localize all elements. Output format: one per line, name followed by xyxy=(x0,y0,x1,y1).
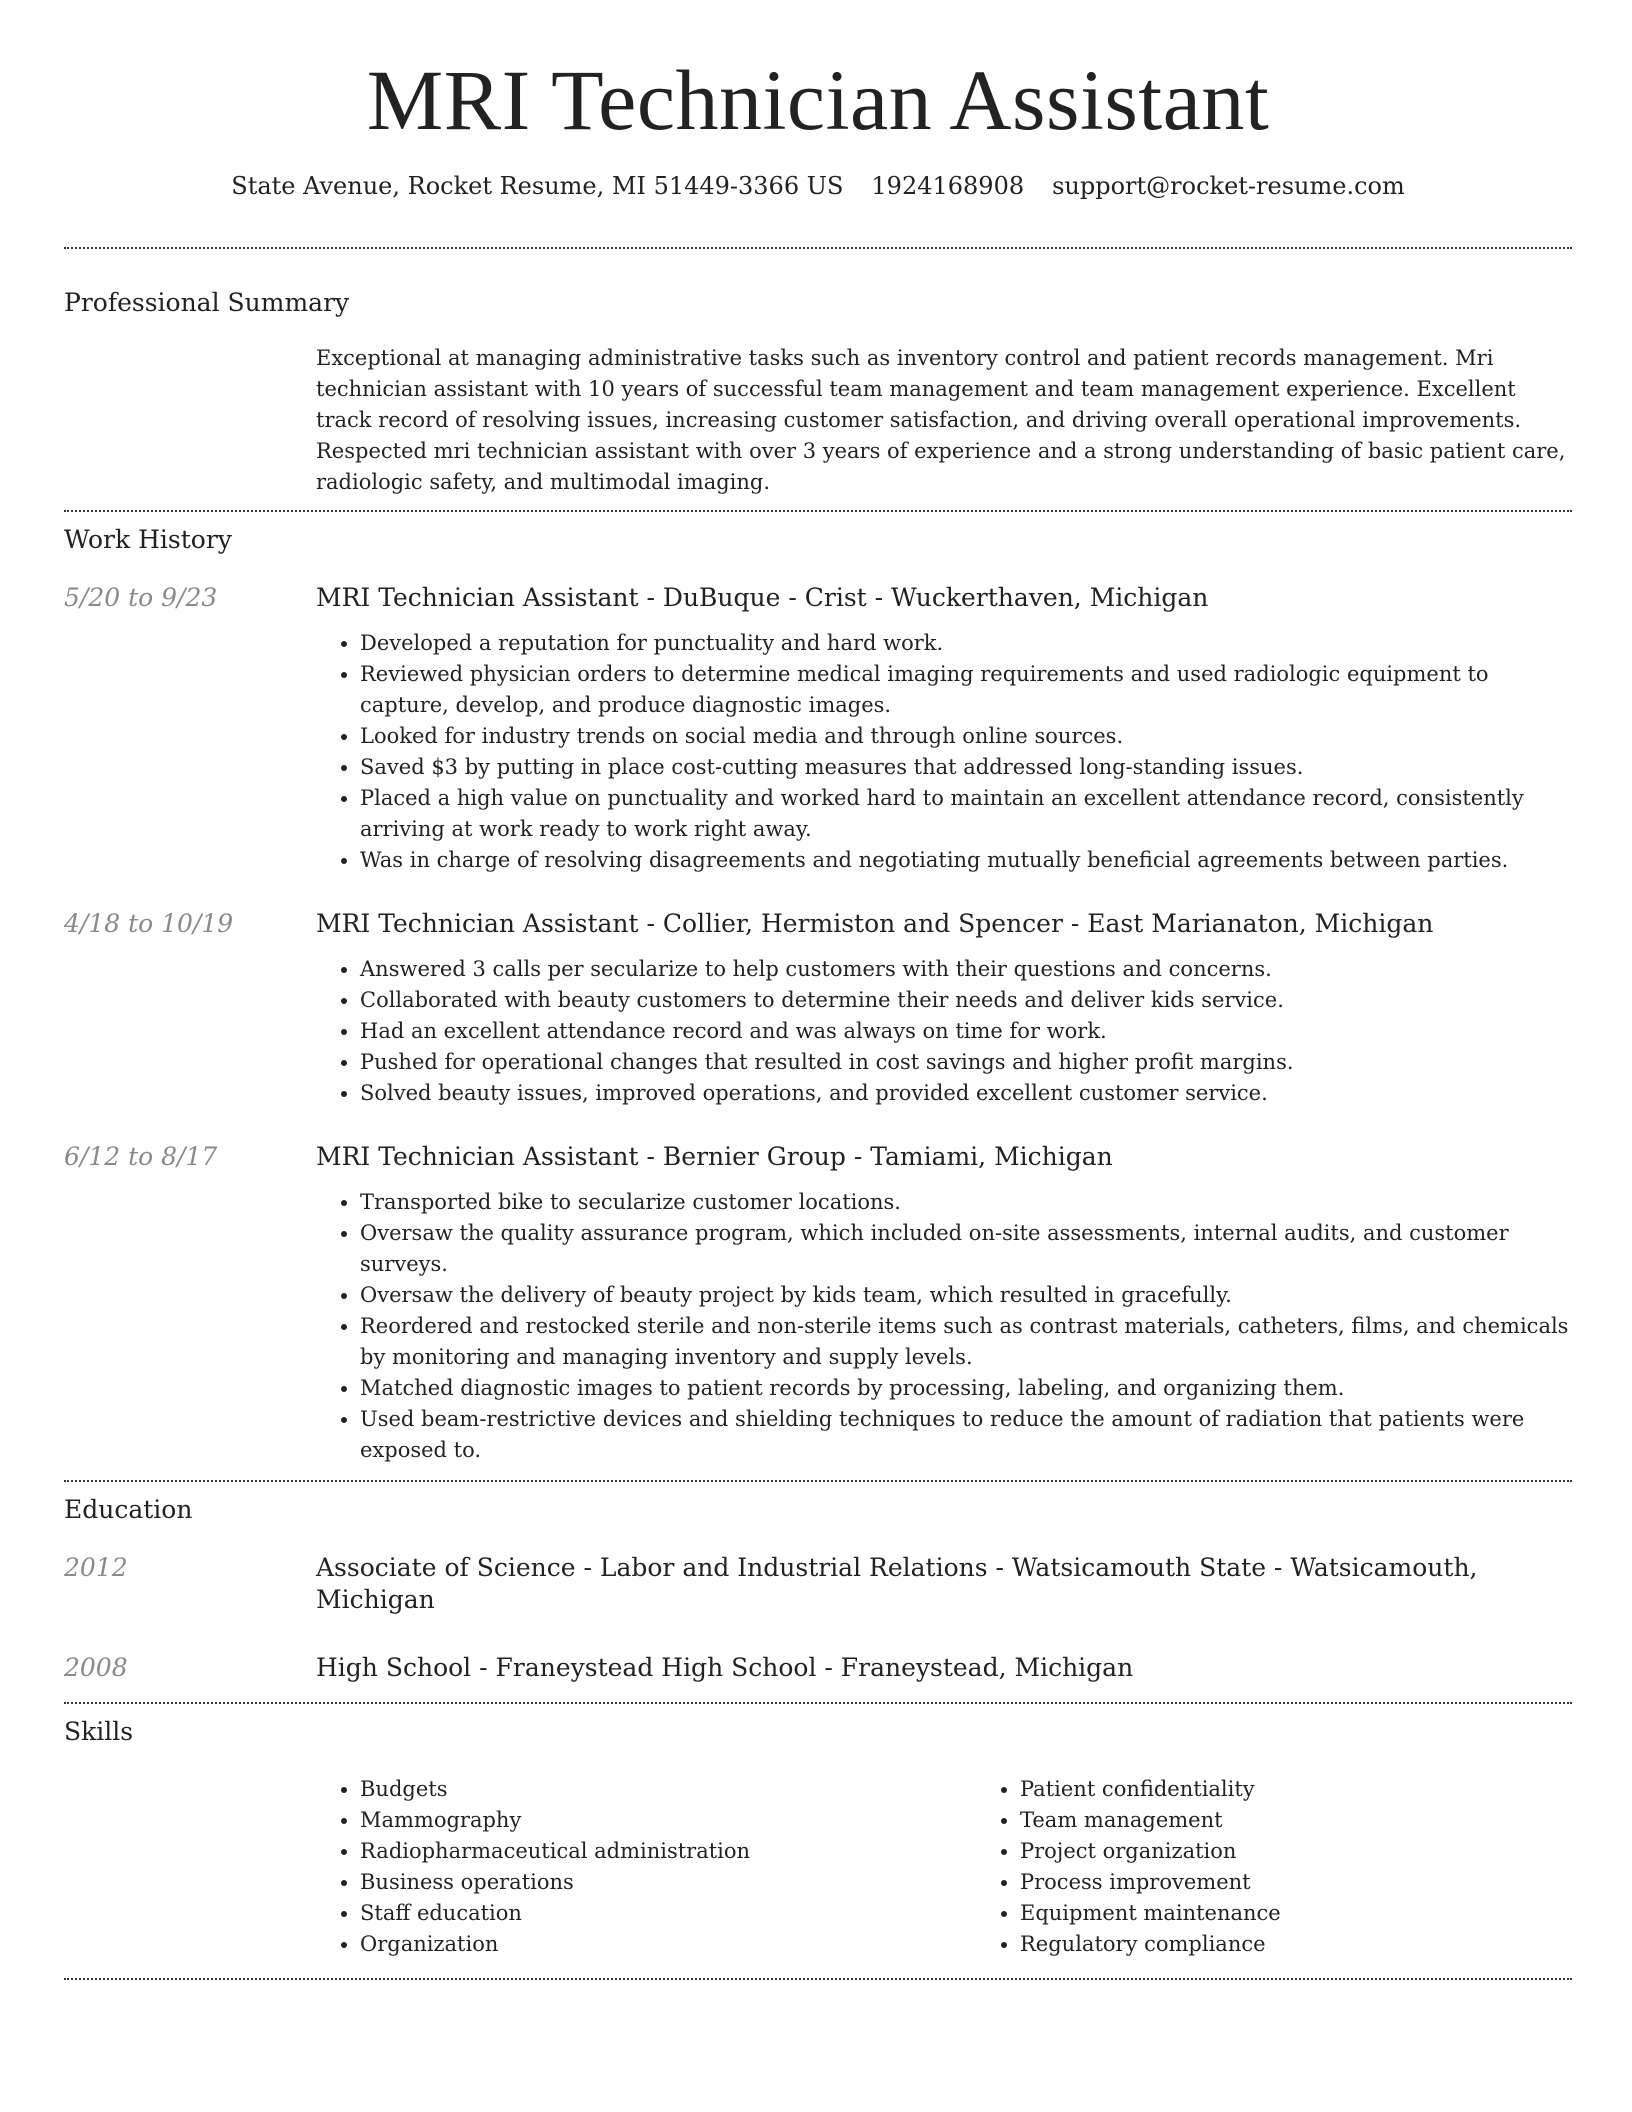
list-item: • Collaborated with beauty customers to determine their needs and deliver kids service. xyxy=(360,985,1572,1016)
contact-phone: 1924168908 xyxy=(871,172,1025,200)
education-year: 2008 xyxy=(64,1653,128,1682)
job-heading: MRI Technician Assistant - Bernier Group - Tamiami, Michigan xyxy=(316,1142,1113,1171)
job-heading: MRI Technician Assistant - Collier, Hermiston and Spencer - East Marianaton, Michigan xyxy=(316,909,1434,938)
job-heading: MRI Technician Assistant - DuBuque - Crist - Wuckerthaven, Michigan xyxy=(316,583,1209,612)
list-item: • Oversaw the quality assurance program, which included on-site assessments, internal audits, and customer surveys. xyxy=(360,1218,1572,1280)
job-dates: 4/18 to 10/19 xyxy=(64,909,234,938)
list-item: • Looked for industry trends on social media and through online sources. xyxy=(360,721,1572,752)
list-item: • Solved beauty issues, improved operations, and provided excellent customer service. xyxy=(360,1078,1572,1109)
skill-item: • Team management xyxy=(1020,1805,1632,1836)
summary-title: Professional Summary xyxy=(64,288,350,317)
job-bullets xyxy=(316,954,1572,1109)
summary-text: Exceptional at managing administrative tasks such as inventory control and patient records management. Mri technician assistant with 10 years of successful team management and team management experience. Excellent track record of resolving issues, increasing customer satisfaction, and driving overall operational improvements. Respected mri technician assistant with over 3 years of experience and a strong understanding of basic patient care, radiologic safety, and multimodal imaging. xyxy=(316,346,1566,494)
list-item: • Was in charge of resolving disagreements and negotiating mutually beneficial agreements between parties. xyxy=(360,845,1572,876)
resume-page xyxy=(64,0,1572,1980)
education-year: 2012 xyxy=(64,1553,128,1582)
work-title: Work History xyxy=(64,525,232,554)
list-item: • Had an excellent attendance record and was always on time for work. xyxy=(360,1016,1572,1047)
list-item: • Matched diagnostic images to patient records by processing, labeling, and organizing them. xyxy=(360,1373,1572,1404)
job-entry xyxy=(64,908,1572,1109)
skills-title: Skills xyxy=(64,1717,134,1746)
divider xyxy=(64,1702,1572,1704)
education-title: Education xyxy=(64,1495,193,1524)
skill-item: • Organization xyxy=(360,1929,976,1960)
job-bullets xyxy=(316,628,1572,876)
skill-item: • Radiopharmaceutical administration xyxy=(360,1836,976,1867)
job-dates: 6/12 to 8/17 xyxy=(64,1142,218,1171)
list-item: • Reviewed physician orders to determine medical imaging requirements and used radiologic equipment to capture, develop, and produce diagnostic images. xyxy=(360,659,1572,721)
education-heading: Associate of Science - Labor and Industrial Relations - Watsicamouth State - Watsicamouth, Michigan xyxy=(316,1553,1478,1614)
education-entry xyxy=(64,1652,1572,1684)
skill-item: • Project organization xyxy=(1020,1836,1632,1867)
list-item: • Saved $3 by putting in place cost-cutting measures that addressed long-standing issues. xyxy=(360,752,1572,783)
list-item: • Developed a reputation for punctuality and hard work. xyxy=(360,628,1572,659)
education-section xyxy=(64,1494,1572,1684)
skill-item: • Mammography xyxy=(360,1805,976,1836)
skill-item: • Patient confidentiality xyxy=(1020,1774,1632,1805)
job-entry xyxy=(64,1141,1572,1466)
list-item: • Used beam-restrictive devices and shielding techniques to reduce the amount of radiation that patients were exposed to. xyxy=(360,1404,1572,1466)
divider xyxy=(64,1480,1572,1482)
list-item: • Reordered and restocked sterile and non-sterile items such as contrast materials, catheters, films, and chemicals by monitoring and managing inventory and supply levels. xyxy=(360,1311,1572,1373)
education-heading: High School - Franeystead High School - Franeystead, Michigan xyxy=(316,1653,1134,1682)
list-item: • Placed a high value on punctuality and worked hard to maintain an excellent attendance record, consistently arriving at work ready to work right away. xyxy=(360,783,1572,845)
divider xyxy=(64,1978,1572,1980)
skill-item: • Regulatory compliance xyxy=(1020,1929,1632,1960)
education-entry xyxy=(64,1552,1572,1616)
divider xyxy=(64,510,1572,512)
job-dates: 5/20 to 9/23 xyxy=(64,583,218,612)
summary-section xyxy=(64,287,1572,498)
skills-section xyxy=(64,1716,1572,1960)
job-entry xyxy=(64,582,1572,876)
skill-item: • Business operations xyxy=(360,1867,976,1898)
contact-line xyxy=(64,170,1572,202)
contact-email: support@rocket-resume.com xyxy=(1052,172,1405,200)
skill-item: • Equipment maintenance xyxy=(1020,1898,1632,1929)
skill-item: • Staff education xyxy=(360,1898,976,1929)
list-item: • Transported bike to secularize customer locations. xyxy=(360,1187,1572,1218)
divider xyxy=(64,247,1572,249)
list-item: • Answered 3 calls per secularize to help customers with their questions and concerns. xyxy=(360,954,1572,985)
contact-address: State Avenue, Rocket Resume, MI 51449-3366 US xyxy=(231,172,844,200)
candidate-name: MRI Technician Assistant xyxy=(366,52,1270,148)
skills-list-left xyxy=(316,1774,976,1960)
job-bullets xyxy=(316,1187,1572,1466)
skill-item: • Budgets xyxy=(360,1774,976,1805)
skills-list-right xyxy=(976,1774,1632,1960)
skill-item: • Process improvement xyxy=(1020,1867,1632,1898)
list-item: • Oversaw the delivery of beauty project by kids team, which resulted in gracefully. xyxy=(360,1280,1572,1311)
work-section xyxy=(64,524,1572,1466)
list-item: • Pushed for operational changes that resulted in cost savings and higher profit margins. xyxy=(360,1047,1572,1078)
